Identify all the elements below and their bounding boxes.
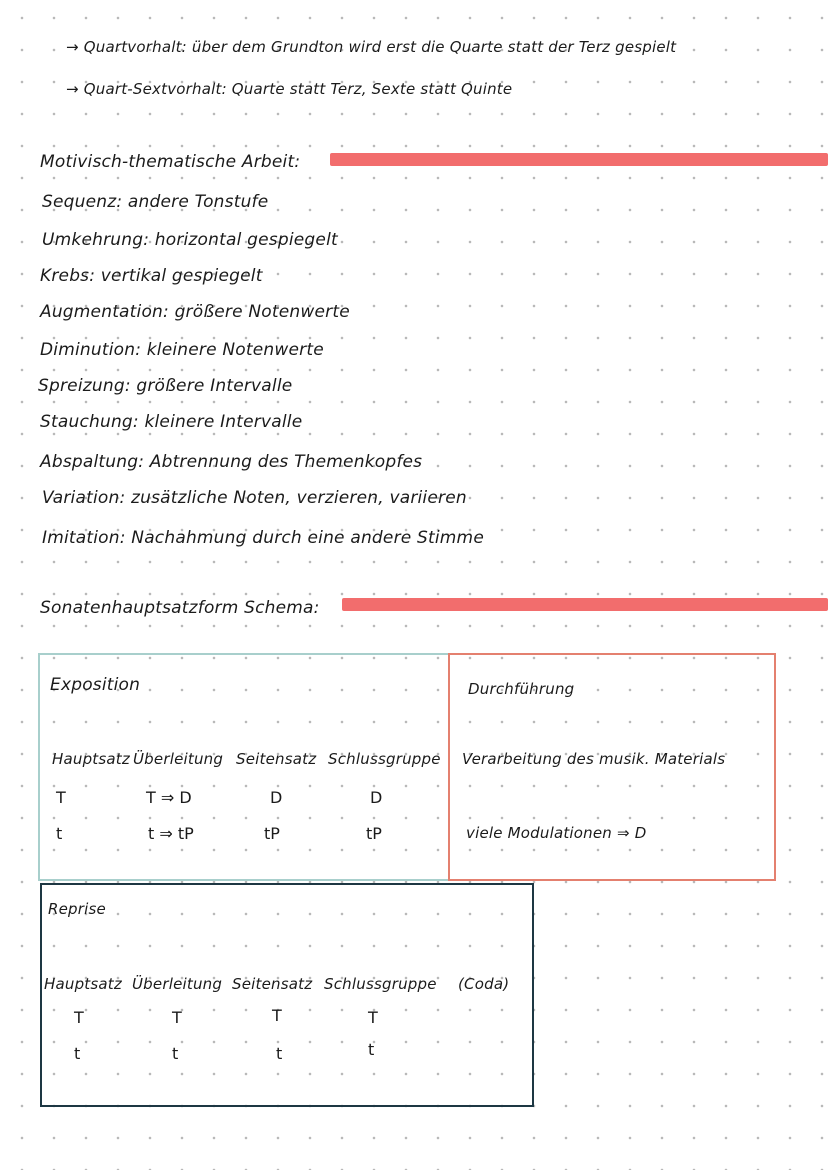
exposition-header: Hauptsatz: [52, 750, 130, 768]
motivic-item: Diminution: kleinere Notenwerte: [40, 340, 324, 360]
exposition-cell: tP: [366, 824, 382, 843]
reprise-box: [40, 883, 534, 1107]
exposition-title: Exposition: [50, 675, 141, 695]
exposition-cell: T: [56, 788, 66, 807]
reprise-cell: t: [276, 1044, 283, 1063]
reprise-cell: t: [172, 1044, 179, 1063]
exposition-header: Schlussgruppe: [328, 750, 441, 768]
exposition-cell: D: [270, 788, 283, 807]
reprise-header: Hauptsatz: [44, 975, 122, 993]
reprise-header: Schlussgruppe: [324, 975, 437, 993]
exposition-cell: T ⇒ D: [146, 788, 192, 807]
reprise-cell: T: [172, 1008, 182, 1027]
exposition-cell: t ⇒ tP: [148, 824, 194, 843]
sonata-highlight-bar: [342, 598, 828, 611]
motivic-item: Krebs: vertikal gespiegelt: [40, 266, 263, 286]
motivic-heading: Motivisch-thematische Arbeit:: [40, 152, 301, 172]
motivic-item: Imitation: Nachahmung durch eine andere Stimme: [42, 528, 484, 548]
reprise-cell: T: [272, 1006, 282, 1025]
heading-highlight-bar: [330, 153, 828, 166]
reprise-header: (Coda): [458, 975, 510, 993]
motivic-item: Abspaltung: Abtrennung des Themenkopfes: [40, 452, 423, 472]
motivic-item: Spreizung: größere Intervalle: [38, 376, 293, 396]
motivic-item: Sequenz: andere Tonstufe: [42, 192, 269, 212]
reprise-cell: t: [368, 1040, 375, 1059]
motivic-item: Variation: zusätzliche Noten, verzieren, variieren: [42, 488, 467, 508]
exposition-cell: tP: [264, 824, 280, 843]
intro-line-1: → Quartvorhalt: über dem Grundton wird erst die Quarte statt der Terz gespielt: [66, 38, 677, 56]
motivic-item: Umkehrung: horizontal gespiegelt: [42, 230, 338, 250]
reprise-header: Überleitung: [132, 975, 223, 993]
durchfuehrung-line: Verarbeitung des musik. Materials: [462, 750, 726, 768]
durchfuehrung-title: Durchführung: [468, 680, 575, 698]
exposition-header: Seitensatz: [236, 750, 317, 768]
durchfuehrung-line: viele Modulationen ⇒ D: [466, 824, 647, 842]
intro-line-2: → Quart-Sextvorhalt: Quarte statt Terz, Sexte statt Quinte: [66, 80, 513, 98]
motivic-item: Stauchung: kleinere Intervalle: [40, 412, 303, 432]
sonata-heading: Sonatenhauptsatzform Schema:: [40, 598, 320, 618]
exposition-cell: t: [56, 824, 63, 843]
motivic-item: Augmentation: größere Notenwerte: [40, 302, 350, 322]
reprise-header: Seitensatz: [232, 975, 313, 993]
reprise-title: Reprise: [48, 900, 106, 918]
reprise-cell: T: [368, 1008, 378, 1027]
exposition-cell: D: [370, 788, 383, 807]
reprise-cell: T: [74, 1008, 84, 1027]
reprise-cell: t: [74, 1044, 81, 1063]
exposition-header: Überleitung: [133, 750, 224, 768]
